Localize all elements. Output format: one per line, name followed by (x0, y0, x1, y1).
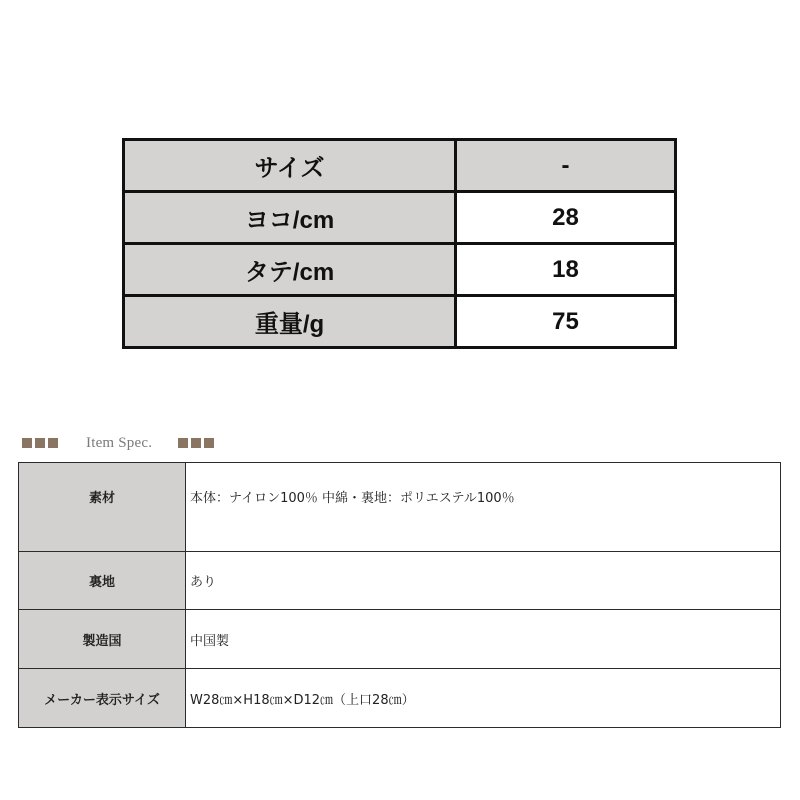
size-value-cell: - (456, 140, 676, 192)
square-icon (204, 438, 214, 448)
item-spec-table (18, 462, 781, 728)
height-value-cell: 18 (456, 244, 676, 296)
decorative-squares-left (22, 438, 58, 448)
weight-row (124, 296, 676, 348)
spec-value-lining: あり (186, 552, 781, 610)
spec-key-origin: 製造国 (19, 610, 186, 669)
spec-value-origin: 中国製 (186, 610, 781, 669)
width-row (124, 192, 676, 244)
spec-value-material: 本体：ナイロン100％ 中綿・裏地：ポリエステル100％ (186, 463, 781, 552)
square-icon (22, 438, 32, 448)
height-label-cell: タテ/cm (124, 244, 456, 296)
spec-key-maker-size: メーカー表示サイズ (19, 669, 186, 728)
size-table (122, 138, 677, 349)
spec-key-material: 素材 (19, 463, 186, 552)
decorative-squares-right (178, 438, 214, 448)
spec-value-maker-size: W28㎝×H18㎝×D12㎝（上口28㎝） (186, 669, 781, 728)
weight-value-cell: 75 (456, 296, 676, 348)
spec-row-material (19, 463, 781, 552)
square-icon (35, 438, 45, 448)
square-icon (178, 438, 188, 448)
spec-key-lining: 裏地 (19, 552, 186, 610)
spec-row-lining (19, 552, 781, 610)
spec-row-origin (19, 610, 781, 669)
size-label-cell: サイズ (124, 140, 456, 192)
weight-label-cell: 重量/g (124, 296, 456, 348)
item-spec-title: Item Spec. (86, 434, 153, 451)
item-spec-header (22, 432, 214, 454)
width-value-cell: 28 (456, 192, 676, 244)
square-icon (48, 438, 58, 448)
square-icon (191, 438, 201, 448)
size-table-row (124, 140, 676, 192)
width-label-cell: ヨコ/cm (124, 192, 456, 244)
spec-row-maker-size (19, 669, 781, 728)
height-row (124, 244, 676, 296)
